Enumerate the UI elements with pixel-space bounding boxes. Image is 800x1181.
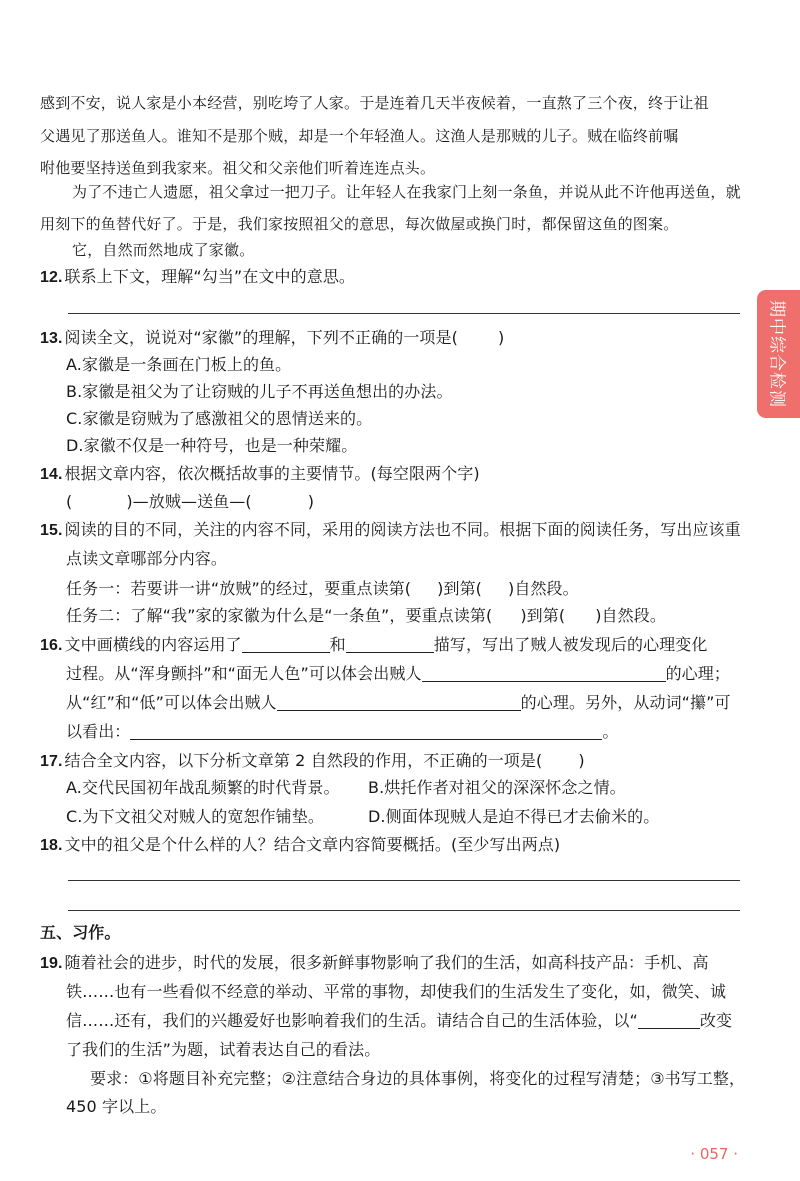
question-12 bbox=[40, 266, 355, 289]
question-16-line-2: 过程。从“浑身颤抖”和“面无人色”可以体会出贼人 的心理； bbox=[66, 664, 730, 683]
side-tab-label: 期中综合检测 bbox=[766, 300, 786, 408]
passage-line: 它，自然而然地成了家徽。 bbox=[72, 241, 255, 259]
passage-line: 父遇见了那送鱼人。谁知不是那个贼，却是一个年轻渔人。这渔人是那贼的儿子。贼在临终前嘱 bbox=[40, 127, 679, 145]
question-text: 阅读的目的不同，关注的内容不同，采用的阅读方法也不同。根据下面的阅读任务，写出应该重 bbox=[64, 520, 741, 539]
question-16-line-4: 以看出： 。 bbox=[66, 722, 619, 741]
option-c: C.家徽是窃贼为了感激祖父的恩情送来的。 bbox=[66, 409, 373, 428]
answer-line[interactable] bbox=[68, 880, 740, 881]
question-13 bbox=[40, 327, 504, 350]
option-a: A.家徽是一条画在门板上的鱼。 bbox=[66, 355, 292, 374]
title-blank[interactable] bbox=[638, 1012, 700, 1029]
question-number: 17. bbox=[40, 753, 63, 770]
answer-blank[interactable] bbox=[346, 636, 434, 653]
section-side-tab bbox=[757, 290, 800, 418]
answer-blank[interactable] bbox=[130, 723, 602, 740]
question-number: 16. bbox=[40, 637, 63, 654]
plot-blanks bbox=[66, 491, 314, 513]
question-text: 铁……也有一些看似不经意的举动、平常的事物，却使我们的生活发生了变化，如，微笑、诚 bbox=[66, 982, 727, 1001]
question-18 bbox=[40, 834, 560, 857]
passage-line: 用刻下的鱼替代好了。于是，我们家按照祖父的意思，每次做屋或换门时，都保留这鱼的图案。 bbox=[40, 215, 679, 233]
passage-line: 为了不违亡人遗愿，祖父拿过一把刀子。让年轻人在我家门上刻一条鱼，并说从此不许他再送鱼，就 bbox=[72, 183, 741, 201]
paren-close: ) bbox=[578, 751, 585, 770]
question-15 bbox=[40, 519, 741, 542]
option-a: A.交代民国初年战乱频繁的时代背景。 bbox=[66, 778, 340, 797]
question-text: 了我们的生活”为题，试着表达自己的看法。 bbox=[66, 1040, 381, 1059]
option-d: D.家徽不仅是一种符号，也是一种荣耀。 bbox=[66, 436, 358, 455]
passage-line: 感到不安，说人家是小本经营，别吃垮了人家。于是连着几天半夜候着，一直熬了三个夜，终于让祖 bbox=[40, 94, 709, 112]
passage-line: 咐他要坚持送鱼到我家来。祖父和父亲他们听着连连点头。 bbox=[40, 159, 436, 177]
question-number: 13. bbox=[40, 330, 63, 347]
question-19-line-3: 信……还有，我们的兴趣爱好也影响着我们的生活。请结合自己的生活体验，以“ 改变 bbox=[66, 1011, 733, 1030]
paren-close: ) bbox=[307, 492, 315, 511]
question-number: 15. bbox=[40, 522, 63, 539]
answer-blank[interactable] bbox=[277, 694, 521, 711]
question-text: 联系上下文，理解“勾当”在文中的意思。 bbox=[64, 267, 356, 286]
question-number: 12. bbox=[40, 269, 63, 286]
answer-blank[interactable] bbox=[422, 665, 666, 682]
question-number: 14. bbox=[40, 466, 63, 483]
question-text: 点读文章哪部分内容。 bbox=[66, 549, 228, 568]
answer-blank[interactable] bbox=[242, 636, 330, 653]
option-b: B.烘托作者对祖父的深深怀念之情。 bbox=[368, 778, 626, 797]
question-text: 随着社会的进步，时代的发展，很多新鲜事物影响了我们的生活，如高科技产品：手机、高 bbox=[64, 953, 709, 972]
question-14 bbox=[40, 463, 480, 486]
question-text: 文中的祖父是个什么样的人？结合文章内容简要概括。(至少写出两点) bbox=[64, 835, 561, 854]
paren-close: ) bbox=[497, 328, 505, 347]
paren-open: ( bbox=[66, 492, 73, 511]
plot-sequence: )—放贼—送鱼—( bbox=[126, 492, 252, 511]
option-d: D.侧面体现贼人是迫不得已才去偷米的。 bbox=[368, 807, 660, 826]
question-16-line-3: 从“红”和“低”可以体会出贼人 的心理。另外，从动词“攥”可 bbox=[66, 693, 731, 712]
answer-line[interactable] bbox=[68, 313, 740, 314]
question-number: 19. bbox=[40, 955, 63, 972]
question-text: 阅读全文，说说对“家徽”的理解，下列不正确的一项是( bbox=[64, 328, 458, 347]
option-b: B.家徽是祖父为了让窃贼的儿子不再送鱼想出的办法。 bbox=[66, 382, 453, 401]
task-2: 任务二：了解“我”家的家徽为什么是“一条鱼”，要重点读第( )到第( )自然段。 bbox=[66, 606, 666, 625]
question-19 bbox=[40, 952, 709, 975]
writing-requirements: 450 字以上。 bbox=[66, 1097, 167, 1116]
writing-requirements: 要求：①将题目补充完整；②注意结合身边的具体事例，将变化的过程写清楚；③书写工整， bbox=[90, 1069, 746, 1088]
page-number: · 057 · bbox=[690, 1145, 738, 1163]
section-title: 五、习作。 bbox=[40, 923, 121, 942]
task-1: 任务一：若要讲一讲“放贼”的经过，要重点读第( )到第( )自然段。 bbox=[66, 579, 579, 598]
question-16: 16. 文中画横线的内容运用了 和 描写，写出了贼人被发现后的心理变化 bbox=[40, 635, 708, 654]
answer-line[interactable] bbox=[68, 910, 740, 911]
question-text: 结合全文内容，以下分析文章第 2 自然段的作用，不正确的一项是( bbox=[64, 751, 543, 770]
option-c: C.为下文祖父对贼人的宽恕作铺垫。 bbox=[66, 807, 324, 826]
question-text: 根据文章内容，依次概括故事的主要情节。(每空限两个字) bbox=[64, 464, 480, 483]
question-number: 18. bbox=[40, 837, 63, 854]
question-17 bbox=[40, 750, 585, 773]
